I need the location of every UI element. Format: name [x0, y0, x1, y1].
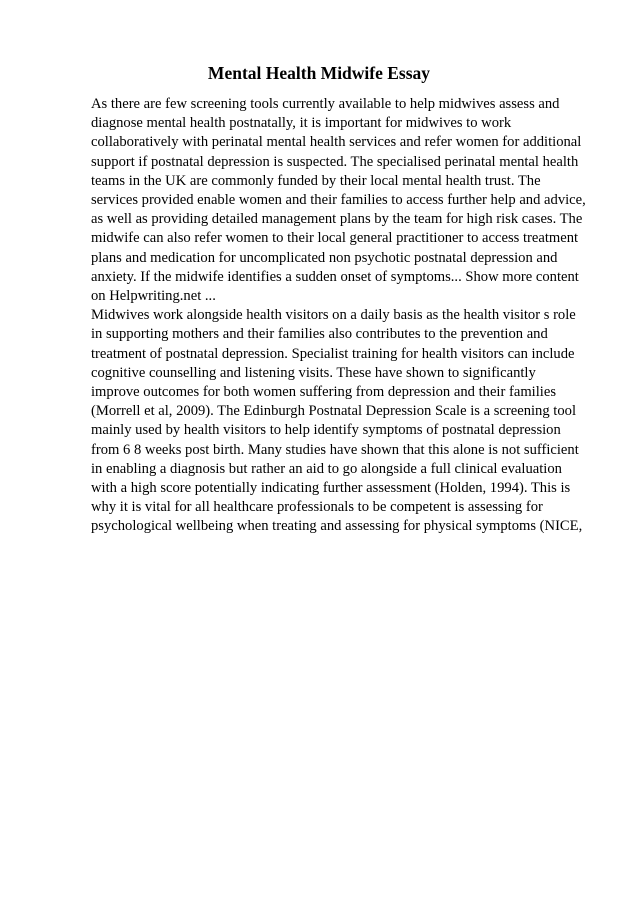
- text-line: midwife can also refer women to their local general practitioner to access treatment: [91, 230, 579, 247]
- text-line: services provided enable women and their families to access further help and advice,: [91, 192, 586, 209]
- text-line: why it is vital for all healthcare professionals to be competent is assessing for: [91, 499, 543, 516]
- text-line: diagnose mental health postnatally, it is important for midwives to work: [91, 115, 512, 132]
- text-line: (Morrell et al, 2009). The Edinburgh Postnatal Depression Scale is a screening tool: [91, 403, 576, 420]
- text-line: in supporting mothers and their families also contributes to the prevention and: [91, 326, 548, 343]
- text-line: mainly used by health visitors to help identify symptoms of postnatal depression: [91, 422, 561, 439]
- text-line: As there are few screening tools currently available to help midwives assess and: [91, 96, 560, 112]
- text-line: with a high score potentially indicating further assessment (Holden, 1994). This is: [91, 480, 571, 497]
- text-line: support if postnatal depression is suspected. The specialised perinatal mental health: [91, 153, 579, 170]
- text-line: plans and medication for uncomplicated non psychotic postnatal depression and: [91, 249, 558, 266]
- text-line: as well as providing detailed management plans by the team for high risk cases. The: [91, 211, 583, 228]
- text-line: anxiety. If the midwife identifies a sudden onset of symptoms... Show more content: [91, 268, 579, 285]
- text-line: collaboratively with perinatal mental health services and refer women for additional: [91, 134, 582, 151]
- text-line: from 6 8 weeks post birth. Many studies have shown that this alone is not sufficient: [91, 441, 579, 458]
- text-line: psychological wellbeing when treating and assessing for physical symptoms (NICE,: [91, 518, 583, 535]
- text-line: in enabling a diagnosis but rather an aid to go alongside a full clinical evaluation: [91, 460, 562, 477]
- text-line: cognitive counselling and listening visits. These have shown to significantly: [91, 364, 536, 381]
- text-line: treatment of postnatal depression. Specialist training for health visitors can include: [91, 345, 575, 362]
- page-title: Mental Health Midwife Essay: [207, 63, 431, 83]
- essay-body: [91, 95, 591, 537]
- text-line: teams in the UK are commonly funded by their local mental health trust. The: [91, 172, 541, 189]
- text-line: improve outcomes for both women suffering from depression and their families: [91, 384, 556, 401]
- text-line: Midwives work alongside health visitors on a daily basis as the health visitor s role: [91, 307, 576, 324]
- text-line: on Helpwriting.net ...: [91, 288, 216, 305]
